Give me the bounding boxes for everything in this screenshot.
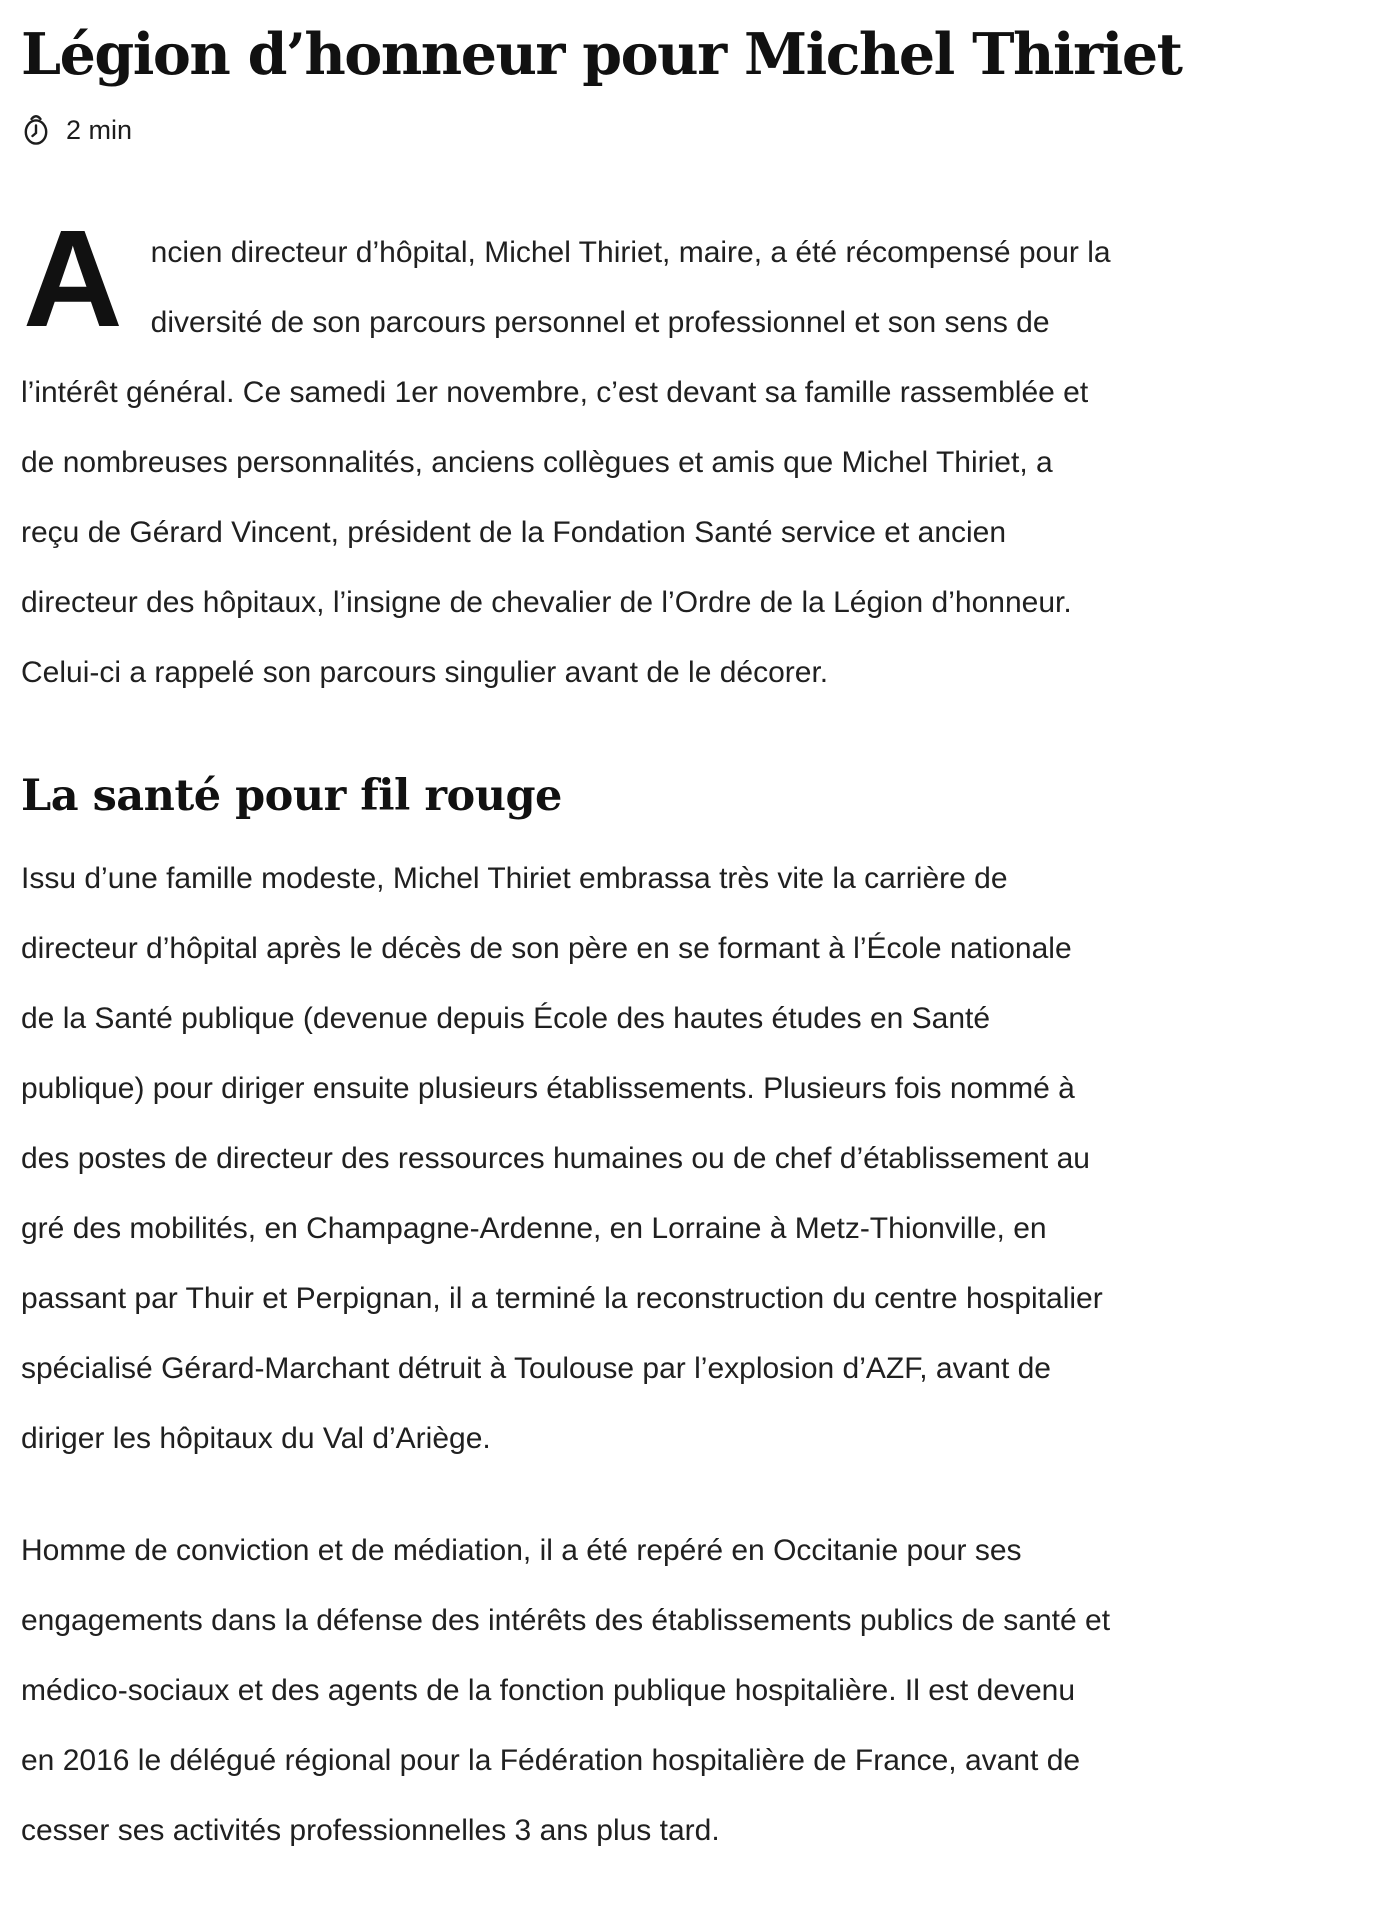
drop-cap: A — [23, 202, 121, 356]
article-page — [0, 22, 1374, 1866]
reading-time — [21, 112, 1374, 148]
body-paragraph: Homme de conviction et de médiation, il a été repéré en Occitanie pour ses engagements dans la défense des intérêts des établissements publics de santé et médico-sociaux et des agents de la fonction publique hospitalière. Il est devenu en 2016 le délégué régional pour la Fédération hospitalière de France, avant de cesser ses activités professionnelles 3 ans plus tard. — [21, 1534, 1111, 1847]
section-heading: La santé pour fil rouge — [21, 771, 562, 821]
reading-time-label: 2 min — [66, 115, 133, 145]
body-paragraph: Issu d’une famille modeste, Michel Thiriet embrassa très vite la carrière de directeur d’hôpital après le décès de son père en se formant à l’École nationale de la Santé publique (devenue depuis École des hautes études en Santé publique) pour diriger ensuite plusieurs établissements. Plusieurs fois nommé à des postes de directeur des ressources humaines ou de chef d’établissement au gré des mobilités, en Champagne-Ardenne, en Lorraine à Metz-Thionville, en passant par Thuir et Perpignan, il a terminé la reconstruction du centre hospitalier spécialisé Gérard-Marchant détruit à Toulouse par l’explosion d’AZF, avant de diriger les hôpitaux du Val d’Ariège. — [21, 862, 1103, 1455]
watch-icon — [21, 112, 51, 148]
intro-paragraph — [21, 202, 1111, 708]
intro-text: ncien directeur d’hôpital, Michel Thiriet, maire, a été récompensé pour la diversité de son parcours personnel et professionnel et son sens de l’intérêt général. Ce samedi 1er novembre, c’est devant sa famille rassemblée et de nombreuses personnalités, anciens collègues et amis que Michel Thiriet, a reçu de Gérard Vincent, président de la Fondation Santé service et ancien directeur des hôpitaux, l’insigne de chevalier de l’Ordre de la Légion d’honneur. Celui-ci a rappelé son parcours singulier avant de le décorer. — [21, 236, 1111, 689]
article-title: Légion d’honneur pour Michel Thiriet — [21, 21, 1182, 88]
